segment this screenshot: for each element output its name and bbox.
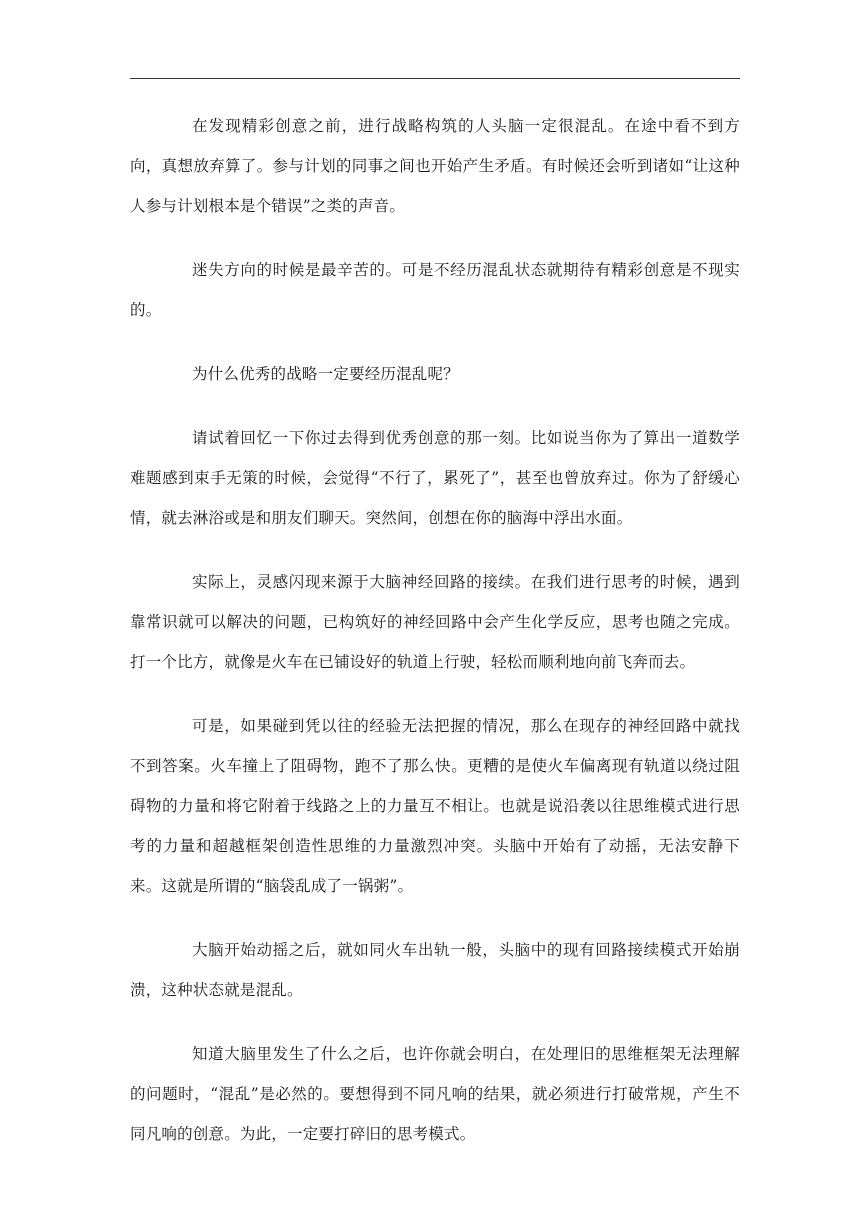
document-body (130, 106, 740, 1178)
paragraph: 可是，如果碰到凭以往的经验无法把握的情况，那么在现存的神经回路中就找不到答案。火车撞上了阻碍物，跑不了那么快。更糟的是使火车偏离现有轨道以绕过阻碍物的力量和将它附着于线路之上的力量互不相让。也就是说沿袭以往思维模式进行思考的力量和超越框架创造性思维的力量激烈冲突。头脑中开始有了动摇，无法安静下来。这就是所谓的“脑袋乱成了一锅粥”。 (130, 717, 740, 895)
paragraph: 在发现精彩创意之前，进行战略构筑的人头脑一定很混乱。在途中看不到方向，真想放弃算了。参与计划的同事之间也开始产生矛盾。有时候还会听到诸如“让这种人参与计划根本是个错误”之类的声音。 (130, 117, 740, 215)
header-rule (130, 78, 740, 79)
paragraph: 大脑开始动摇之后，就如同火车出轨一般，头脑中的现有回路接续模式开始崩溃，这种状态就是混乱。 (130, 941, 740, 999)
paragraph: 知道大脑里发生了什么之后，也许你就会明白，在处理旧的思维框架无法理解的问题时，“混乱”是必然的。要想得到不同凡响的结果，就必须进行打破常规，产生不同凡响的创意。为此，一定要打碎旧的思考模式。 (130, 1045, 740, 1143)
paragraph: 请试着回忆一下你过去得到优秀创意的那一刻。比如说当你为了算出一道数学难题感到束手无策的时候，会觉得“不行了，累死了”，甚至也曾放弃过。你为了舒缓心情，就去淋浴或是和朋友们聊天。突然间，创想在你的脑海中浮出水面。 (130, 429, 740, 527)
paragraph: 为什么优秀的战略一定要经历混乱呢？ (192, 365, 459, 383)
paragraph: 实际上，灵感闪现来源于大脑神经回路的接续。在我们进行思考的时候，遇到靠常识就可以解决的问题，已构筑好的神经回路中会产生化学反应，思考也随之完成。打一个比方，就像是火车在已铺设好的轨道上行驶，轻松而顺利地向前飞奔而去。 (130, 573, 740, 671)
paragraph: 迷失方向的时候是最辛苦的。可是不经历混乱状态就期待有精彩创意是不现实的。 (130, 261, 740, 319)
